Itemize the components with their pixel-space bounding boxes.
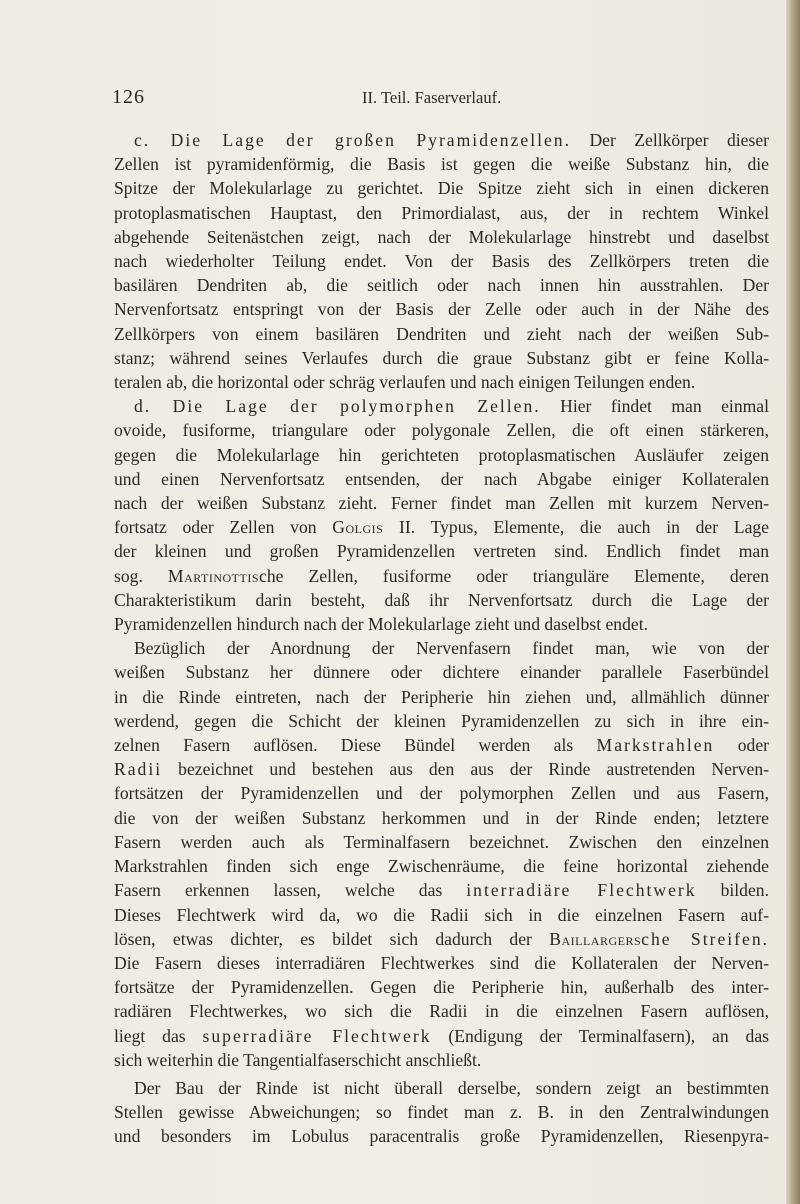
text-line: zelnen Fasern auflösen. Diese Bündel werden als Markstrahlen oder (114, 735, 769, 756)
text-line: werdend, gegen die Schicht der kleinen Pyramidenzellen zu sich in ihre ein- (114, 710, 769, 731)
text-line: fortsätzen der Pyramidenzellen und der polymorphen Zellen und aus Fasern, (114, 783, 769, 804)
text-line: basilären Dendriten ab, die seitlich oder nach innen hin ausstrahlen. Der (114, 275, 769, 296)
text-line: abgehende Seitenästchen zeigt, nach der Molekularlage hinstrebt und daselbst (114, 226, 769, 247)
text-line: Stellen gewisse Abweichungen; so findet man z. B. in den Zentralwindungen (114, 1102, 769, 1123)
text-line: weißen Substanz her dünnere oder dichtere einander parallele Faserbündel (114, 662, 769, 683)
paragraph-cortex-structure (114, 1076, 769, 1149)
term-markstrahlen: Markstrahlen (596, 735, 715, 756)
text-line: gegen die Molekularlage hin gerichteten protoplasmatischen Ausläufer zeigen (114, 444, 769, 465)
text-line: lösen, etwas dichter, es bildet sich dadurch der Baillargersche Streifen. (114, 928, 770, 949)
term-interradiaeres-flechtwerk: interradiäre Flechtwerk (466, 880, 697, 901)
text-line: Der Bau der Rinde ist nicht überall derselbe, sondern zeigt an bestimmten (134, 1077, 769, 1098)
page-number: 126 (112, 86, 145, 108)
text-line: der kleinen und großen Pyramidenzellen vertreten sind. Endlich findet man (114, 541, 769, 562)
text-line: Pyramidenzellen hindurch nach der Molekularlage zieht und daselbst endet. (114, 614, 648, 635)
author-name-martinotti: Martinottis (167, 565, 260, 586)
paragraph-nerve-fibres (114, 636, 769, 1072)
text-line: Charakteristikum darin besteht, daß ihr Nervenfortsatz durch die Lage der (114, 589, 769, 610)
text-line: d. Die Lage der polymorphen Zellen. Hier findet man einmal (134, 396, 769, 417)
text-line: protoplasmatischen Hauptast, den Primordialast, aus, der in rechtem Winkel (114, 202, 769, 223)
text-line: fortsatz oder Zellen von Golgis II. Typus, Elemente, die auch in der Lage (114, 517, 769, 538)
text-line: Nervenfortsatz entspringt von der Basis der Zelle oder auch in der Nähe des (114, 299, 769, 320)
page-edge (786, 0, 800, 1204)
author-name-golgi: Golgis (332, 517, 384, 538)
text-line: Zellkörpers von einem basilären Dendriten und zieht nach der weißen Sub- (114, 323, 769, 344)
text-line: Dieses Flechtwerk wird da, wo die Radii sich in die einzelnen Fasern auf- (114, 904, 769, 925)
text-line: in die Rinde eintreten, nach der Peripherie hin ziehen und, allmählich dünner (114, 686, 769, 707)
text-line: teralen ab, die horizontal oder schräg verlaufen und nach einigen Teilungen enden. (114, 372, 696, 393)
paragraph-d-polymorphic-cells (114, 394, 769, 636)
text-line: Fasern werden auch als Terminalfasern bezeichnet. Zwischen den einzelnen (114, 831, 769, 852)
text-line: nach wiederholter Teilung endet. Von der Basis des Zellkörpers treten die (114, 251, 769, 272)
text-line: c. Die Lage der großen Pyramidenzellen. Der Zellkörper dieser (134, 130, 769, 150)
text-line: sich weiterhin die Tangentialfaserschicht anschließt. (114, 1049, 482, 1070)
text-line: Spitze der Molekularlage zu gerichtet. Die Spitze zieht sich in einen dickeren (114, 178, 769, 199)
text-line: liegt das superradiäre Flechtwerk (Endigung der Terminalfasern), an das (114, 1025, 769, 1046)
text-line: und einen Nervenfortsatz entsenden, der nach Abgabe einiger Kollateralen (114, 468, 769, 489)
text-line: nach der weißen Substanz zieht. Ferner findet man Zellen mit kurzem Nerven- (114, 493, 769, 514)
paragraph-c-pyramidal-cells (114, 128, 769, 394)
text-line: Markstrahlen finden sich enge Zwischenräume, die feine horizontal ziehende (114, 856, 769, 877)
text-line: sog. Martinottische Zellen, fusiforme oder trianguläre Elemente, deren (114, 565, 769, 586)
section-heading-d: d. Die Lage der polymorphen Zellen. (134, 396, 541, 417)
text-line: ovoide, fusiforme, triangulare oder polygonale Zellen, die oft einen stärkeren, (114, 420, 769, 441)
text-line: die von der weißen Substanz herkommen und in der Rinde enden; letztere (114, 807, 769, 828)
text-line: Radii bezeichnet und bestehen aus den aus der Rinde austretenden Nerven- (114, 759, 769, 780)
text-line: fortsätze der Pyramidenzellen. Gegen die Peripherie hin, außerhalb des inter- (114, 977, 769, 998)
term-superradiaeres-flechtwerk: superradiäre Flechtwerk (202, 1025, 432, 1046)
body-text (114, 128, 769, 1149)
text-line: stanz; während seines Verlaufes durch die graue Substanz gibt er feine Kolla- (114, 347, 769, 368)
text-line: radiären Flechtwerkes, wo sich die Radii in die einzelnen Fasern auflösen, (114, 1001, 769, 1022)
text-line: Die Fasern dieses interradiären Flechtwerkes sind die Kollateralen der Nerven- (114, 952, 769, 973)
text-line: Zellen ist pyramidenförmig, die Basis ist gegen die weiße Substanz hin, die (114, 154, 769, 175)
term-radii: Radii (114, 759, 163, 780)
text-line: und besonders im Lobulus paracentralis große Pyramidenzellen, Riesenpyra- (114, 1126, 769, 1147)
page-header (112, 86, 772, 110)
text-line: Bezüglich der Anordnung der Nervenfasern findet man, wie von der (134, 638, 769, 659)
running-title: II. Teil. Faserverlauf. (362, 88, 502, 107)
author-name-baillarger: Baillargers (549, 928, 642, 949)
term-streifen: che Streifen. (641, 928, 770, 949)
text-line: Fasern erkennen lassen, welche das interradiäre Flechtwerk bilden. (114, 880, 769, 901)
section-heading-c: c. Die Lage der großen Pyramidenzellen. (134, 130, 571, 150)
